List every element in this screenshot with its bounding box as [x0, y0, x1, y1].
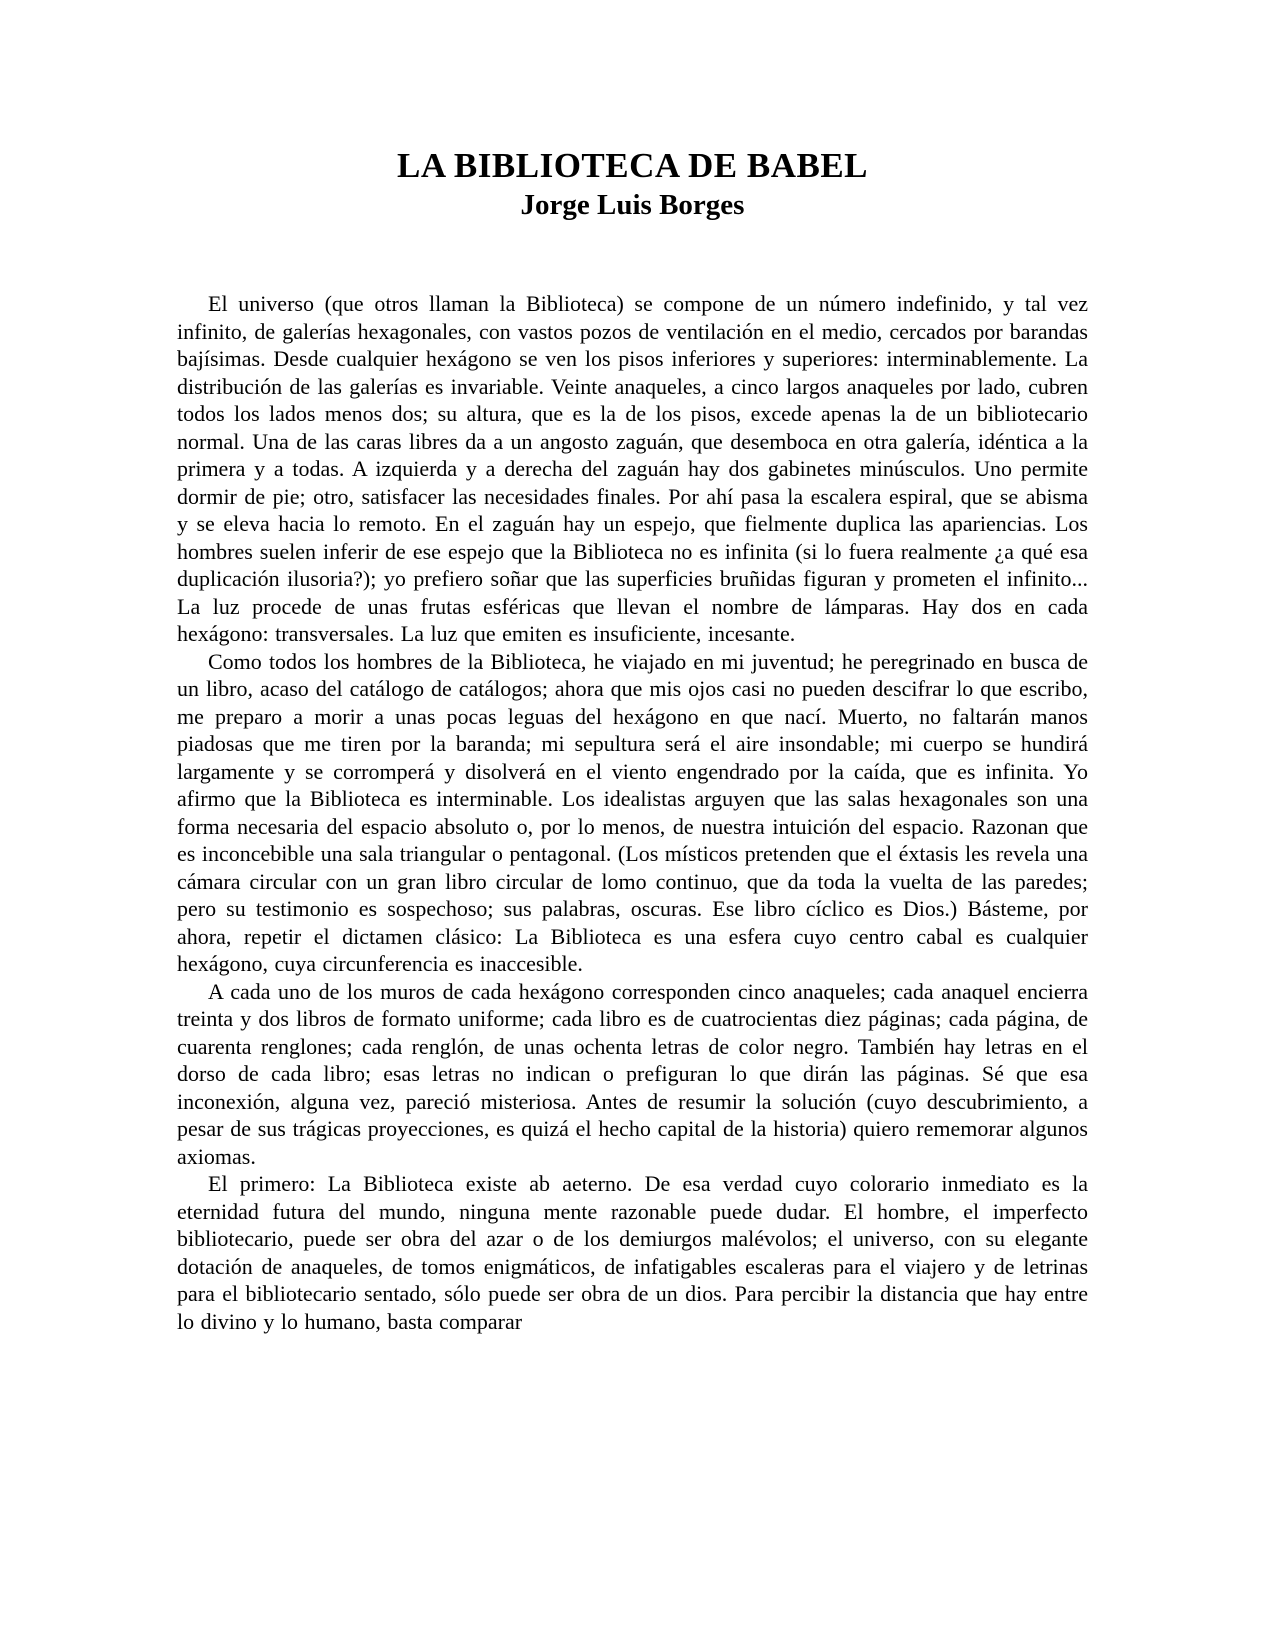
document-title: LA BIBLIOTECA DE BABEL: [396, 146, 869, 185]
document-body: [177, 290, 1088, 1335]
paragraph-4: El primero: La Biblioteca existe ab aeterno. De esa verdad cuyo colorario inmediato es la eternidad futura del mundo, ninguna mente razonable puede dudar. El hombre, el imperfecto bibliotecario, puede ser obra del azar o de los demiurgos malévolos; el universo, con su elegante dotación de anaqueles, de tomos enigmáticos, de infatigables escaleras para el viajero y de letrinas para el bibliotecario sentado, sólo puede ser obra de un dios. Para percibir la distancia que hay entre lo divino y lo humano, basta comparar: [177, 1171, 1088, 1334]
paragraph-3: A cada uno de los muros de cada hexágono corresponden cinco anaqueles; cada anaquel encierra treinta y dos libros de formato uniforme; cada libro es de cuatrocientas diez páginas; cada página, de cuarenta renglones; cada renglón, de unas ochenta letras de color negro. También hay letras en el dorso de cada libro; esas letras no indican o prefiguran lo que dirán las páginas. Sé que esa inconexión, alguna vez, pareció misteriosa. Antes de resumir la solución (cuyo descubrimiento, a pesar de sus trágicas proyecciones, es quizá el hecho capital de la historia) quiero rememorar algunos axiomas.: [177, 978, 1088, 1169]
document-author: Jorge Luis Borges: [520, 189, 745, 221]
paragraph-2: Como todos los hombres de la Biblioteca, he viajado en mi juventud; he peregrinado en busca de un libro, acaso del catálogo de catálogos; ahora que mis ojos casi no pueden descifrar lo que escribo, me preparo a morir a unas pocas leguas del hexágono en que nací. Muerto, no faltarán manos piadosas que me tiren por la baranda; mi sepultura será el aire insondable; mi cuerpo se hundirá largamente y se corromperá y disolverá en el viento engendrado por la caída, que es infinita. Yo afirmo que la Biblioteca es interminable. Los idealistas arguyen que las salas hexagonales son una forma necesaria del espacio absoluto o, por lo menos, de nuestra intuición del espacio. Razonan que es inconcebible una sala triangular o pentagonal. (Los místicos pretenden que el éxtasis les revela una cámara circular con un gran libro circular de lomo continuo, que da toda la vuelta de las paredes; pero su testimonio es sospechoso; sus palabras, oscuras. Ese libro cíclico es Dios.) Básteme, por ahora, repetir el dictamen clásico: La Biblioteca es una esfera cuyo centro cabal es cualquier hexágono, cuya circunferencia es inaccesible.: [177, 648, 1088, 976]
paragraph-1: El universo (que otros llaman la Biblioteca) se compone de un número indefinido, y tal vez infinito, de galerías hexagonales, con vastos pozos de ventilación en el medio, cercados por barandas bajísimas. Desde cualquier hexágono se ven los pisos inferiores y superiores: interminablemente. La distribución de las galerías es invariable. Veinte anaqueles, a cinco largos anaqueles por lado, cubren todos los lados menos dos; su altura, que es la de los pisos, excede apenas la de un bibliotecario normal. Una de las caras libres da a un angosto zaguán, que desemboca en otra galería, idéntica a la primera y a todas. A izquierda y a derecha del zaguán hay dos gabinetes minúsculos. Uno permite dormir de pie; otro, satisfacer las necesidades finales. Por ahí pasa la escalera espiral, que se abisma y se eleva hacia lo remoto. En el zaguán hay un espejo, que fielmente duplica las apariencias. Los hombres suelen inferir de ese espejo que la Biblioteca no es infinita (si lo fuera realmente ¿a qué esa duplicación ilusoria?); yo prefiero soñar que las superficies bruñidas figuran y prometen el infinito... La luz procede de unas frutas esféricas que llevan el nombre de lámparas. Hay dos en cada hexágono: transversales. La luz que emiten es insuficiente, incesante.: [177, 291, 1088, 646]
text-column: [177, 0, 1088, 1335]
